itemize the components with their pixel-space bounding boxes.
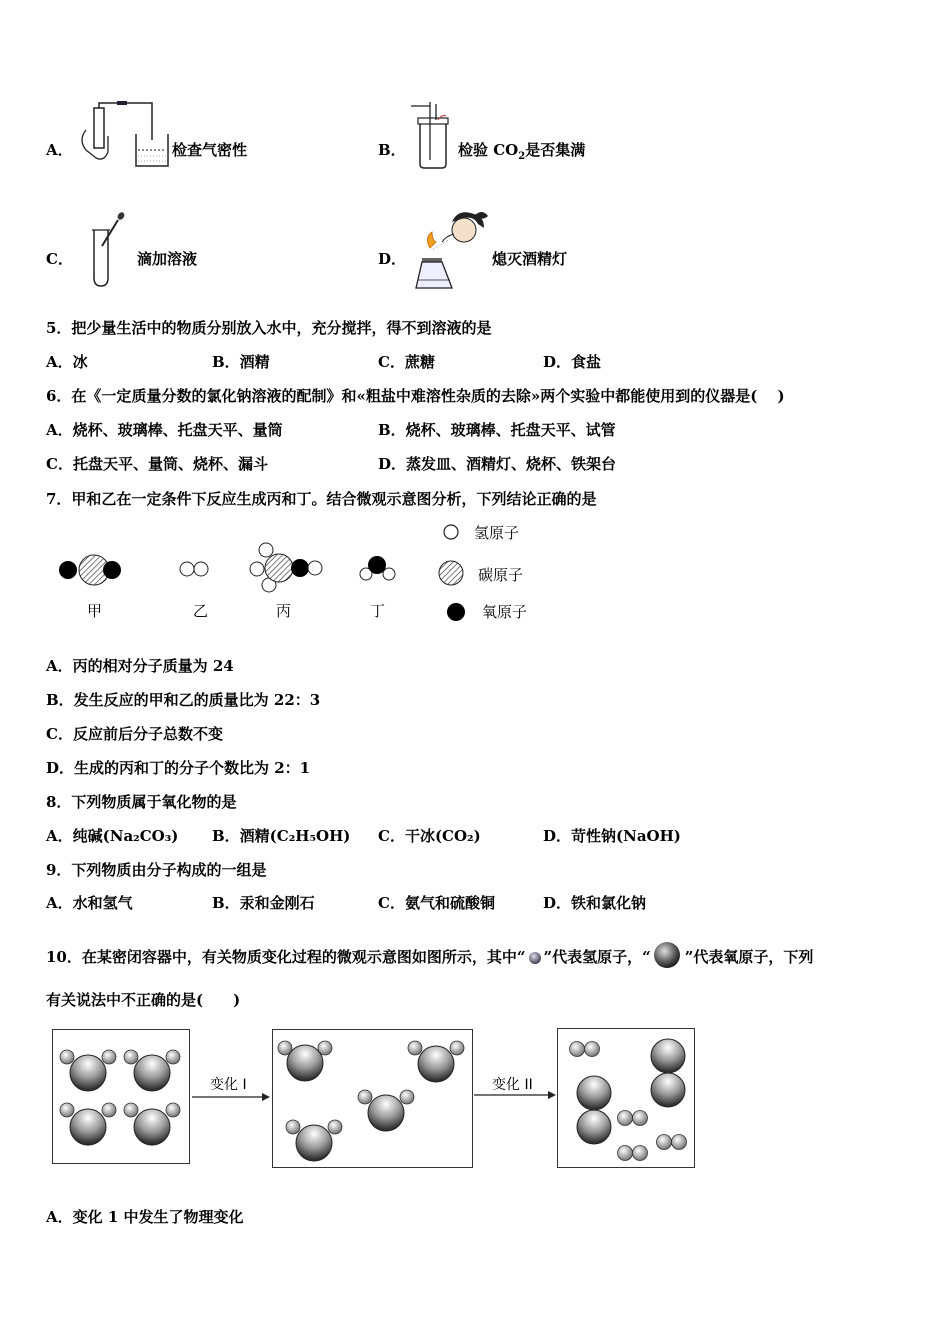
q4-option-b-subscript: 2 bbox=[518, 151, 526, 162]
hydrogen-molecule bbox=[618, 1111, 648, 1126]
water-molecule bbox=[60, 1050, 116, 1091]
q10-option-a: A．变化 1 中发生了物理变化 bbox=[46, 1208, 244, 1226]
q6-stem: 6．在《一定质量分数的氯化钠溶液的配制》和«粗盐中难溶性杂质的去除»两个实验中都能使用到的仪器是( ) bbox=[46, 387, 785, 405]
q10-stem bbox=[46, 940, 813, 970]
molecule-label-bing: 丙 bbox=[276, 602, 292, 620]
water-molecule bbox=[286, 1120, 342, 1161]
q7-option-b: B．发生反应的甲和乙的质量比为 22：3 bbox=[46, 691, 321, 709]
atom-legend-symbols bbox=[438, 520, 468, 625]
hydrogen-molecule bbox=[618, 1146, 648, 1161]
q10-state-box-2 bbox=[272, 1029, 473, 1168]
water-molecule bbox=[124, 1050, 180, 1091]
molecule-label-yi: 乙 bbox=[193, 602, 209, 620]
q10-stem-part3: ”代表氧原子，下列 bbox=[684, 948, 814, 966]
molecule-label-jia: 甲 bbox=[87, 602, 103, 620]
q10-stem-line2: 有关说法中不正确的是( ) bbox=[46, 991, 241, 1009]
q7-molecule-diagram bbox=[50, 538, 410, 598]
q10-state-box-1 bbox=[52, 1029, 190, 1164]
water-molecule bbox=[408, 1041, 464, 1082]
carbon-atom-symbol bbox=[439, 561, 463, 585]
water-molecule bbox=[278, 1041, 332, 1081]
water-molecule bbox=[60, 1103, 116, 1145]
legend-carbon: 碳原子 bbox=[478, 566, 524, 584]
water-molecule bbox=[358, 1090, 414, 1131]
q4-option-c-key: C． bbox=[46, 250, 73, 268]
q9-option-a: A．水和氢气 bbox=[46, 894, 133, 912]
q8-option-d: D．苛性钠(NaOH) bbox=[543, 827, 681, 845]
q5-option-a: A．冰 bbox=[46, 353, 88, 371]
q10-stem-part2: ”代表氢原子，“ bbox=[543, 948, 651, 966]
oxygen-atom-icon bbox=[651, 940, 685, 970]
molecule-yi-h2 bbox=[180, 562, 208, 576]
q4-option-b-text-pre: 检验 CO bbox=[458, 141, 519, 159]
q4-option-b-key: B． bbox=[378, 141, 406, 159]
q4-option-c-text: 滴加溶液 bbox=[137, 250, 198, 268]
oxygen-molecule bbox=[577, 1076, 611, 1144]
q5-stem: 5．把少量生活中的物质分别放入水中，充分搅拌，得不到溶液的是 bbox=[46, 319, 492, 337]
blowing-out-alcohol-lamp-illustration bbox=[402, 208, 492, 294]
hydrogen-molecule bbox=[657, 1135, 687, 1150]
q8-option-c: C．干冰(CO₂) bbox=[378, 827, 481, 845]
airtightness-apparatus-illustration bbox=[72, 100, 172, 175]
hydrogen-atom-symbol bbox=[444, 525, 458, 539]
legend-hydrogen: 氢原子 bbox=[474, 524, 520, 542]
q6-option-b: B．烧杯、玻璃棒、托盘天平、试管 bbox=[378, 421, 616, 439]
change-1-arrow bbox=[190, 1090, 272, 1104]
q4-option-d-text: 熄灭酒精灯 bbox=[492, 250, 568, 268]
q10-stem-part1: 10．在某密闭容器中，有关物质变化过程的微观示意图如图所示，其中“ bbox=[46, 948, 526, 966]
q6-option-c: C．托盘天平、量筒、烧杯、漏斗 bbox=[46, 455, 268, 473]
q4-option-b-text bbox=[458, 139, 585, 162]
q4-option-a-text: 检查气密性 bbox=[172, 141, 248, 159]
q9-option-c: C．氨气和硫酸铜 bbox=[378, 894, 495, 912]
q5-option-b: B．酒精 bbox=[212, 353, 270, 371]
q8-option-b: B．酒精(C₂H₅OH) bbox=[212, 827, 351, 845]
q8-option-a: A．纯碱(Na₂CO₃) bbox=[46, 827, 179, 845]
q4-option-d-key: D． bbox=[378, 250, 407, 268]
gas-collection-bottle-illustration bbox=[408, 100, 456, 172]
change-2-label: 变化 II bbox=[492, 1077, 533, 1093]
q9-stem: 9．下列物质由分子构成的一组是 bbox=[46, 861, 267, 879]
water-molecule bbox=[124, 1103, 180, 1145]
q7-option-a: A．丙的相对分子质量为 24 bbox=[46, 657, 234, 675]
q4-option-b-text-post: 是否集满 bbox=[525, 141, 586, 159]
q5-option-d: D．食盐 bbox=[543, 353, 602, 371]
dropper-test-tube-illustration bbox=[88, 212, 132, 290]
change-1-label: 变化 I bbox=[210, 1077, 247, 1093]
molecule-jia-co2 bbox=[59, 555, 121, 585]
q7-stem: 7．甲和乙在一定条件下反应生成丙和丁。结合微观示意图分析，下列结论正确的是 bbox=[46, 490, 597, 508]
q5-option-c: C．蔗糖 bbox=[378, 353, 435, 371]
q7-option-c: C．反应前后分子总数不变 bbox=[46, 725, 223, 743]
q9-option-d: D．铁和氯化钠 bbox=[543, 894, 647, 912]
q7-option-d: D．生成的丙和丁的分子个数比为 2：1 bbox=[46, 759, 311, 777]
molecule-bing-ch3oh bbox=[250, 543, 322, 592]
state2-molecules bbox=[273, 1030, 472, 1167]
q9-option-b: B．汞和金刚石 bbox=[212, 894, 315, 912]
molecule-label-ding: 丁 bbox=[370, 602, 386, 620]
legend-oxygen: 氧原子 bbox=[482, 603, 528, 621]
oxygen-atom-symbol bbox=[447, 603, 465, 621]
hydrogen-atom-icon bbox=[526, 949, 544, 965]
state3-molecules bbox=[558, 1029, 694, 1167]
q4-option-a-key: A． bbox=[46, 141, 73, 159]
state1-molecules bbox=[53, 1030, 189, 1163]
hydrogen-molecule bbox=[570, 1042, 600, 1057]
oxygen-molecule bbox=[651, 1039, 685, 1107]
q8-stem: 8．下列物质属于氧化物的是 bbox=[46, 793, 237, 811]
q10-state-box-3 bbox=[557, 1028, 695, 1168]
q6-option-a: A．烧杯、玻璃棒、托盘天平、量筒 bbox=[46, 421, 283, 439]
change-2-arrow bbox=[472, 1088, 558, 1102]
molecule-ding-h2o bbox=[360, 556, 395, 580]
q6-option-d: D．蒸发皿、酒精灯、烧杯、铁架台 bbox=[378, 455, 617, 473]
